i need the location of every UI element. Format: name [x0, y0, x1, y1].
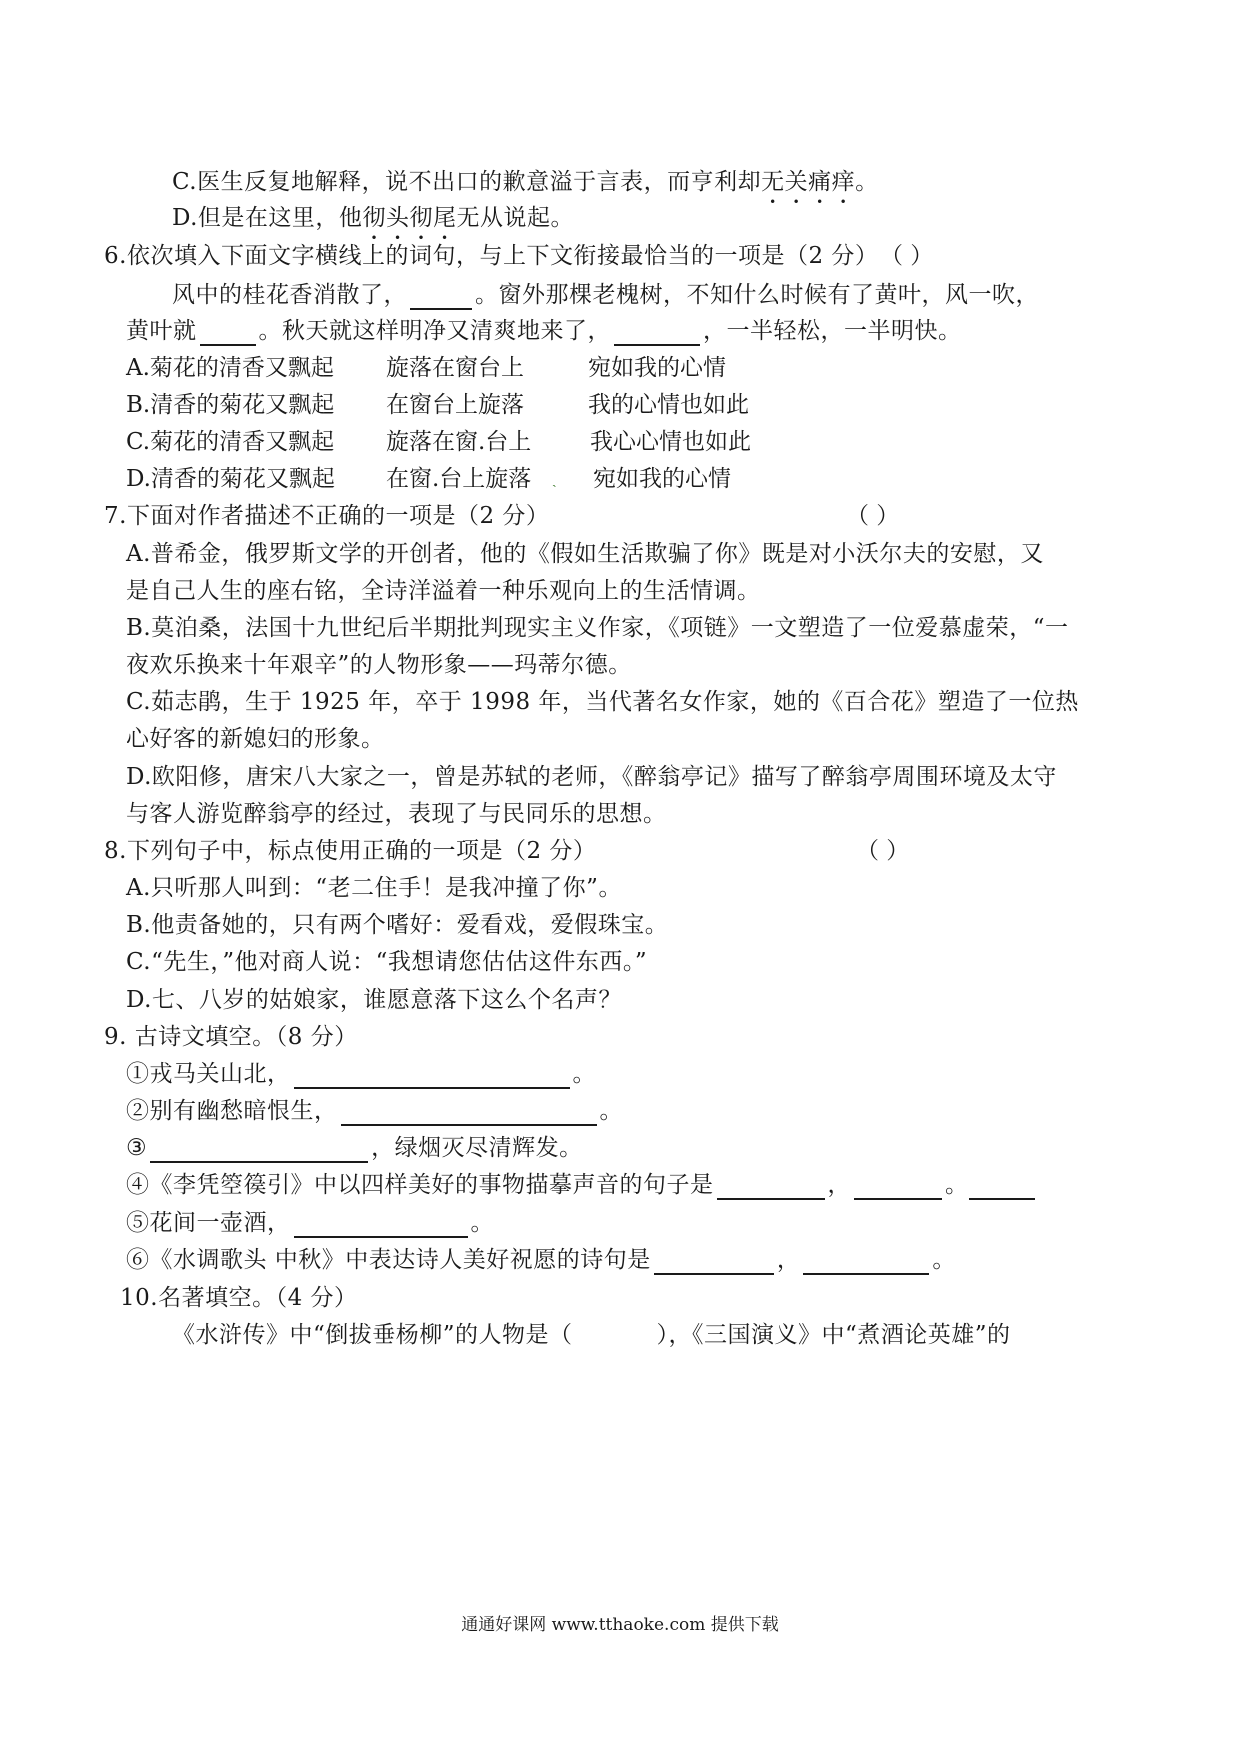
q9-item-5-text: ⑤花间一壶酒， [126, 1210, 291, 1236]
q7-option-a-line-2: 是自己人生的座右铭，全诗洋溢着一种乐观向上的生活情调。 [126, 578, 761, 604]
q9-item-6-end: 。 [932, 1247, 956, 1273]
q10-text: 《水浒传》中“倒拔垂杨柳”的人物是（ [172, 1322, 573, 1348]
pencil-tick-mark: ˏ [552, 472, 557, 488]
q8-option-d: D.七、八岁的姑娘家，谁愿意落下这么个名声？ [126, 987, 622, 1013]
q9-blank-5[interactable] [294, 1212, 468, 1238]
q9-title: 9. 古诗文填空。（8 分） [104, 1024, 358, 1050]
q9-item-2 [126, 1096, 623, 1126]
q6-option-d-col3: 宛如我的心情 [593, 466, 731, 492]
q9-item-6-text: ⑥《水调歌头 中秋》中表达诗人美好祝愿的诗句是 [126, 1247, 651, 1273]
q9-item-3-text: ，绿烟灭尽清辉发。 [371, 1135, 583, 1161]
q6-passage-text: 。窗外那棵老槐树，不知什么时候有了黄叶，风一吹， [475, 282, 1039, 308]
q6-passage-text: 风中的桂花香消散了， [172, 282, 407, 308]
q6-option-b-col2: 在窗台上旋落 [386, 392, 524, 418]
q8-answer-paren: （ ） [856, 838, 910, 864]
q9-item-4 [126, 1170, 1038, 1200]
q9-item-6 [126, 1245, 956, 1275]
q6-option-d-col1: D.清香的菊花又飘起 [126, 466, 335, 492]
q6-option-a-col3: 宛如我的心情 [588, 355, 726, 381]
q6-option-a-col1: A.菊花的清香又飘起 [126, 355, 334, 381]
q9-blank-3[interactable] [150, 1137, 368, 1163]
q6-option-a-col2: 旋落在窗台上 [386, 355, 524, 381]
q7-option-a-line-1: A.普希金，俄罗斯文学的开创者，他的《假如生活欺骗了你》既是对小沃尔夫的安慰，又 [126, 541, 1044, 567]
q9-item-1-end: 。 [572, 1061, 596, 1087]
page-footer: 通通好课网 www.tthaoke.com 提供下载 [461, 1615, 779, 1635]
q5-option-d-text: D.但是在这里，他 [172, 205, 363, 231]
q6-passage-text: ，一半轻松，一半明快。 [703, 318, 962, 344]
q8-option-c: C.“先生，”他对商人说：“我想请您估估这件东西。” [126, 949, 648, 975]
q6-passage-text: 黄叶就 [126, 318, 197, 344]
q10-text: ），《三国演义》中“煮酒论英雄”的 [656, 1322, 1011, 1348]
q6-blank-3[interactable] [614, 320, 700, 346]
q6-blank-2[interactable] [200, 320, 256, 346]
q7-option-c-line-2: 心好客的新媳妇的形象。 [126, 726, 385, 752]
q9-item-3-num: ③ [126, 1135, 148, 1161]
q9-item-4-end: 。 [945, 1172, 969, 1198]
q9-item-6-comma: ， [776, 1247, 801, 1273]
q6-option-c-col3: 我心心情也如此 [590, 429, 751, 455]
q9-item-1 [126, 1059, 596, 1089]
q9-item-4-comma: ， [827, 1172, 851, 1198]
q6-passage-line-1 [172, 280, 1039, 310]
q7-answer-paren: （ ） [846, 503, 900, 529]
q5-option-d-dotted-word: 彻头彻尾 [362, 205, 457, 231]
q5-option-c-end: 。 [855, 169, 879, 195]
q6-option-d-col2: 在窗.台上旋落 [386, 466, 532, 492]
q5-option-d-end: 无从说起。 [456, 205, 574, 231]
q9-item-5-end: 。 [470, 1210, 494, 1236]
q7-option-b-line-2: 夜欢乐换来十年艰辛”的人物形象——玛蒂尔德。 [126, 652, 632, 678]
q6-option-c-col1: C.菊花的清香又飘起 [126, 429, 335, 455]
q9-item-2-end: 。 [599, 1098, 623, 1124]
q10-title: 10.名著填空。（4 分） [120, 1285, 358, 1311]
q9-item-1-text: ①戎马关山北， [126, 1061, 291, 1087]
q7-title: 7.下面对作者描述不正确的一项是（2 分） [104, 503, 550, 529]
q5-option-c-text: C.医生反复地解释，说不出口的歉意溢于言表，而亨利却 [172, 169, 762, 195]
q8-option-b: B.他责备她的，只有两个嗜好：爱看戏，爱假珠宝。 [126, 912, 669, 938]
q7-option-d-line-2: 与客人游览醉翁亭的经过，表现了与民同乐的思想。 [126, 801, 667, 827]
q6-passage-line-2 [126, 316, 962, 346]
q6-option-c-col2: 旋落在窗.台上 [386, 429, 532, 455]
q6-option-b-col1: B.清香的菊花又飘起 [126, 392, 335, 418]
q9-item-5 [126, 1208, 494, 1238]
q9-item-3 [126, 1133, 583, 1163]
q6-title: 6.依次填入下面文字横线上的词句，与上下文衔接最恰当的一项是（2 分） [104, 243, 879, 269]
q8-title: 8.下列句子中，标点使用正确的一项是（2 分） [104, 838, 597, 864]
q9-item-4-text: ④《李凭箜篌引》中以四样美好的事物描摹声音的句子是 [126, 1172, 714, 1198]
q7-option-c-line-1: C.茹志鹃，生于 1925 年，卒于 1998 年，当代著名女作家，她的《百合花》塑造了一位热 [126, 689, 1079, 715]
q5-option-d [172, 203, 574, 245]
q7-option-b-line-1: B.莫泊桑，法国十九世纪后半期批判现实主义作家，《项链》一文塑造了一位爱慕虚荣，“一 [126, 615, 1069, 641]
q6-passage-text: 。秋天就这样明净又清爽地来了， [258, 318, 611, 344]
q6-blank-1[interactable] [410, 284, 472, 310]
q7-option-d-line-1: D.欧阳修，唐宋八大家之一，曾是苏轼的老师，《醉翁亭记》描写了醉翁亭周围环境及太守 [126, 764, 1057, 790]
q9-blank-4a[interactable] [717, 1174, 825, 1200]
q9-item-2-text: ②别有幽愁暗恨生， [126, 1098, 338, 1124]
q10-line-1 [172, 1320, 1011, 1350]
q9-blank-6a[interactable] [654, 1249, 774, 1275]
q5-option-c-dotted-word: 无关痛痒 [761, 169, 856, 195]
q9-blank-1[interactable] [294, 1063, 570, 1089]
q9-blank-4b[interactable] [854, 1174, 942, 1200]
q9-blank-6b[interactable] [803, 1249, 929, 1275]
q8-option-a: A.只听那人叫到：“老二住手！是我冲撞了你”。 [126, 875, 622, 901]
q9-blank-2[interactable] [341, 1100, 597, 1126]
q6-option-b-col3: 我的心情也如此 [588, 392, 749, 418]
q9-blank-4c[interactable] [969, 1174, 1035, 1200]
q6-answer-paren: （ ） [880, 243, 934, 269]
